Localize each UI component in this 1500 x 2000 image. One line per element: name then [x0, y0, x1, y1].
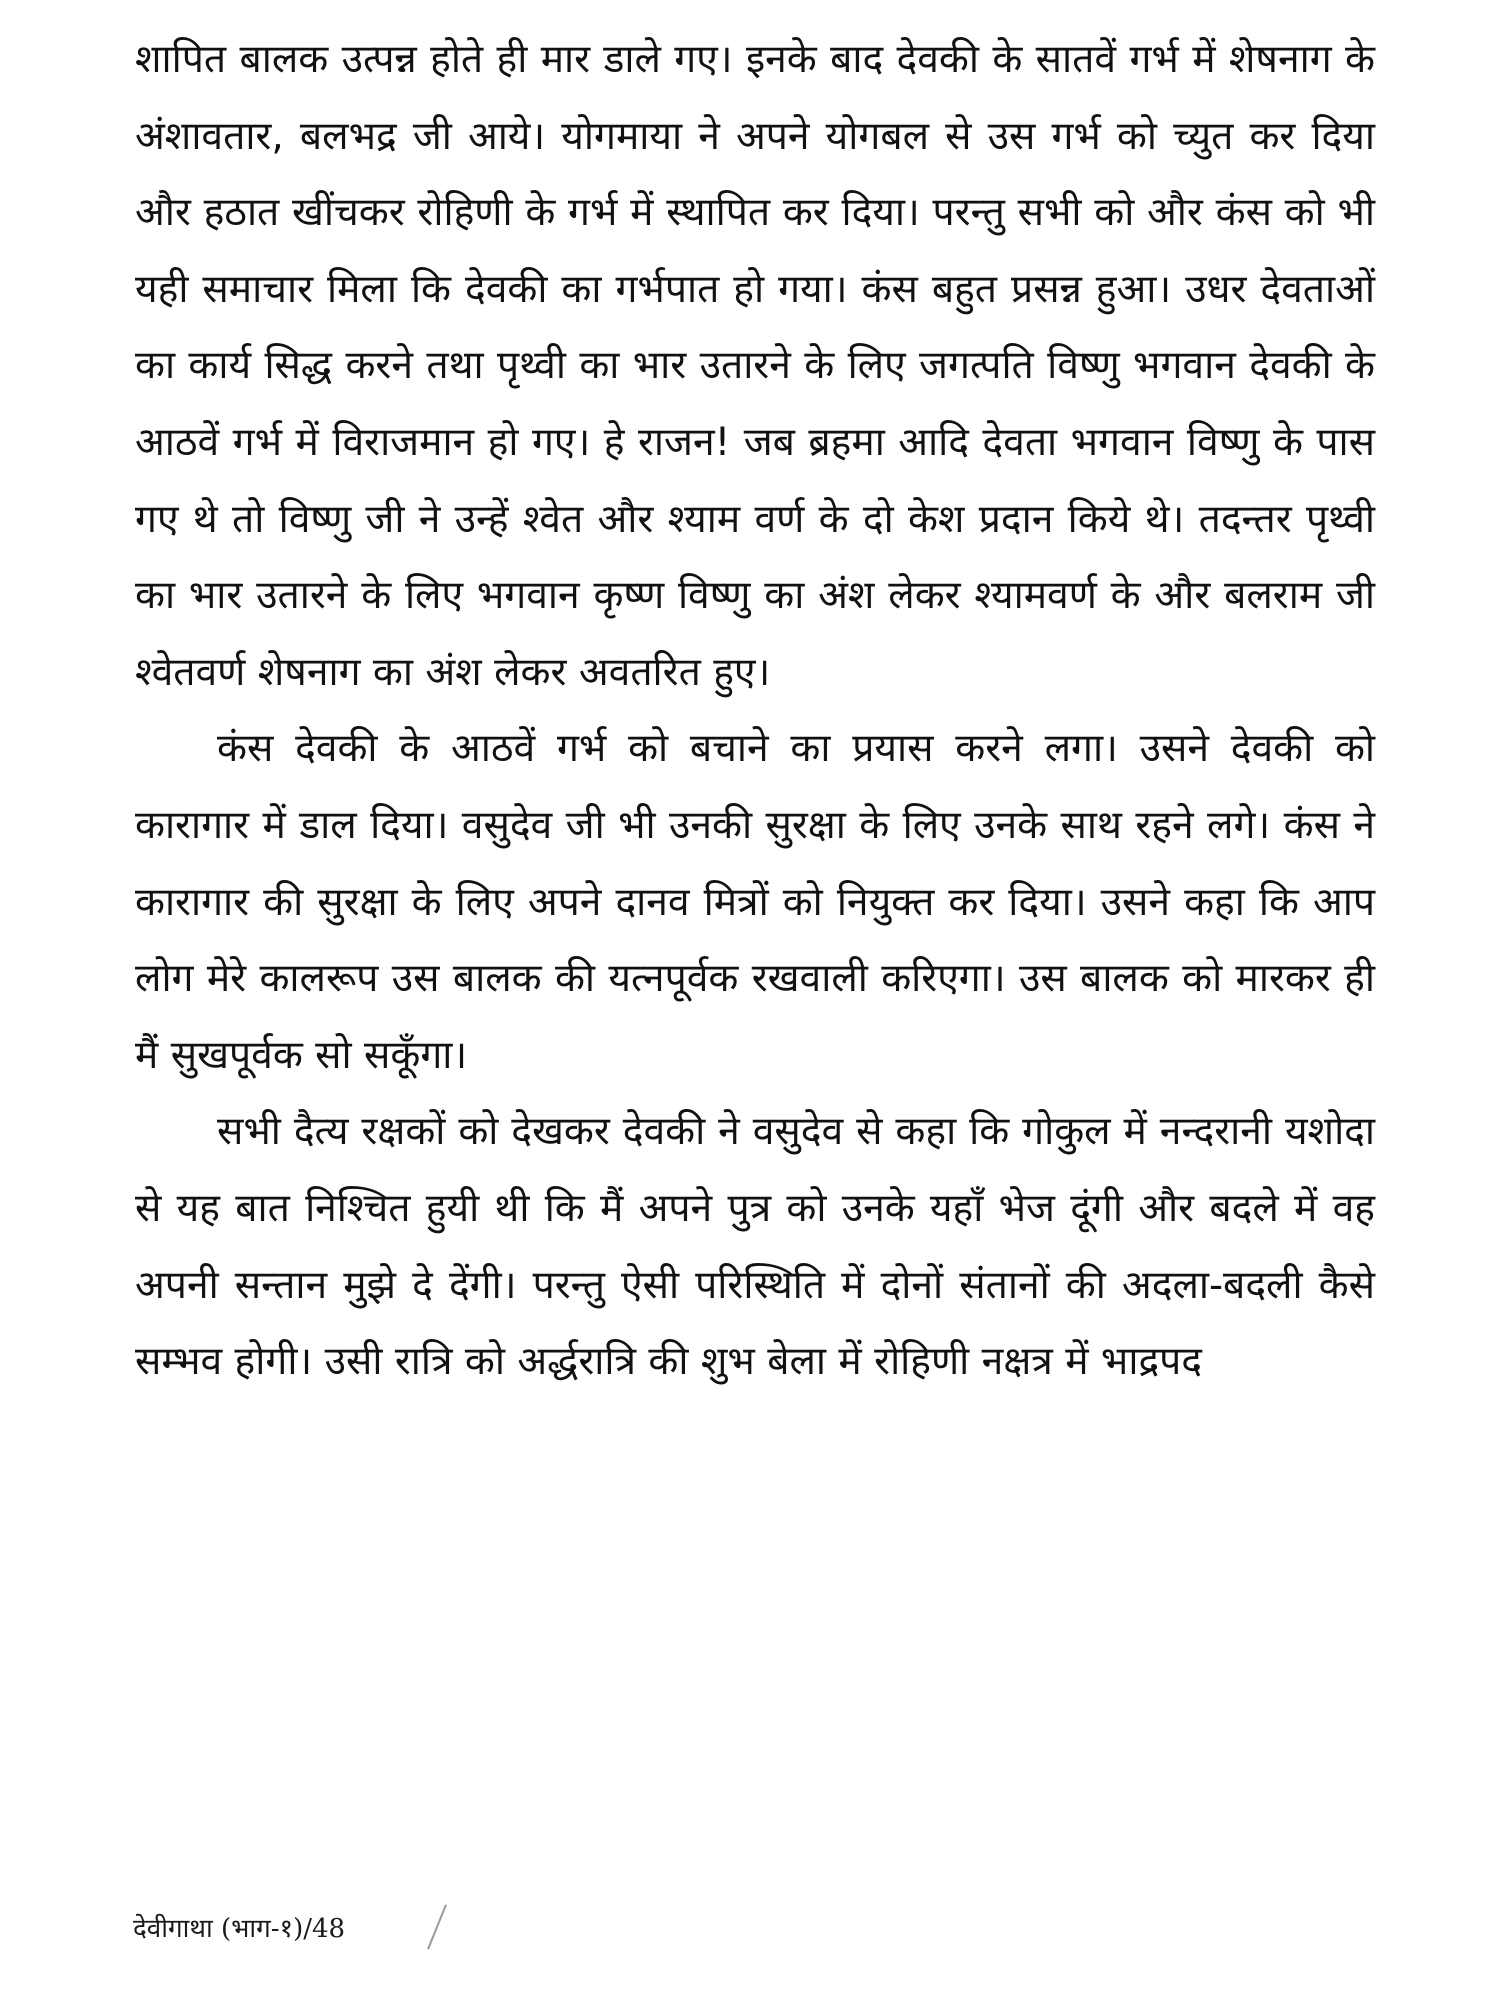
- footer-slash-mark: [427, 1904, 447, 1949]
- paragraph-2: कंस देवकी के आठवें गर्भ को बचाने का प्रयास करने लगा। उसने देवकी को कारागार में डाल दिया। वसुदेव जी भी उनकी सुरक्षा के लिए उनके साथ रहने लगे। कंस ने कारागार की सुरक्षा के लिए अपने दानव मित्रों को नियुक्त कर दिया। उसने कहा कि आप लोग मेरे कालरूप उस बालक की यत्नपूर्वक रखवाली करिएगा। उस बालक को मारकर ही मैं सुखपूर्वक सो सकूँगा।: [135, 726, 1375, 1078]
- body-text: [135, 22, 1375, 1401]
- paragraph-1: शापित बालक उत्पन्न होते ही मार डाले गए। इनके बाद देवकी के सातवें गर्भ में शेषनाग के अंशावतार, बलभद्र जी आये। योगमाया ने अपने योगबल से उस गर्भ को च्युत कर दिया और हठात खींचकर रोहिणी के गर्भ में स्थापित कर दिया। परन्तु सभी को और कंस को भी यही समाचार मिला कि देवकी का गर्भपात हो गया। कंस बहुत प्रसन्न हुआ। उधर देवताओं का कार्य सिद्ध करने तथा पृथ्वी का भार उतारने के लिए जगत्पति विष्णु भगवान देवकी के आठवें गर्भ में विराजमान हो गए। हे राजन! जब ब्रहमा आदि देवता भगवान विष्णु के पास गए थे तो विष्णु जी ने उन्हें श्वेत और श्याम वर्ण के दो केश प्रदान किये थे। तदन्तर पृथ्वी का भार उतारने के लिए भगवान कृष्ण विष्णु का अंश लेकर श्यामवर्ण के और बलराम जी श्वेतवर्ण शेषनाग का अंश लेकर अवतरित हुए।: [135, 37, 1375, 695]
- page-footer: देवीगाथा (भाग-१)/48: [133, 1914, 346, 1944]
- paragraph-3: सभी दैत्य रक्षकों को देखकर देवकी ने वसुदेव से कहा कि गोकुल में नन्दरानी यशोदा से यह बात निश्चित हुयी थी कि मैं अपने पुत्र को उनके यहाँ भेज दूंगी और बदले में वह अपनी सन्तान मुझे दे देंगी। परन्तु ऐसी परिस्थिति में दोनों संतानों की अदला-बदली कैसे सम्भव होगी। उसी रात्रि को अर्द्धरात्रि की शुभ बेला में रोहिणी नक्षत्र में भाद्रपद: [135, 1109, 1375, 1385]
